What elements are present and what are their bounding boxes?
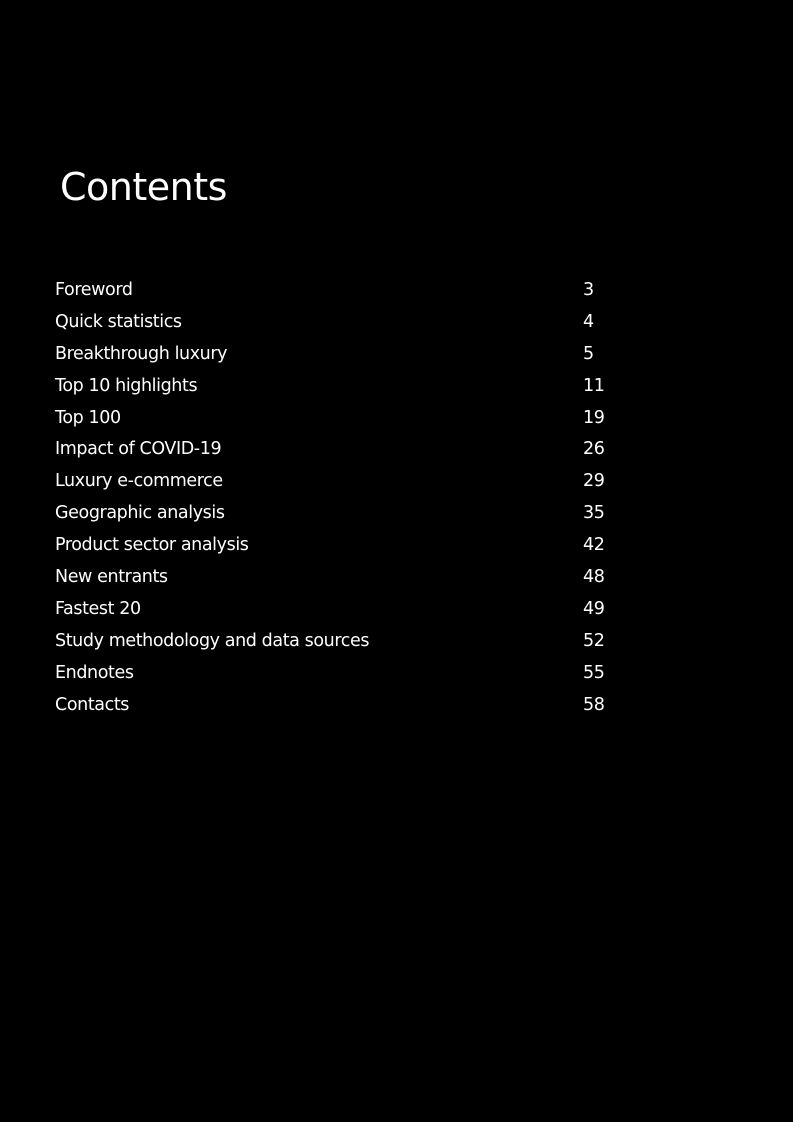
toc-entry-page-number: 5 (583, 343, 594, 364)
toc-entry[interactable] (55, 627, 615, 659)
toc-entry-label[interactable]: Impact of COVID-19 (55, 439, 222, 460)
toc-entry-page-number: 29 (583, 471, 605, 492)
toc-entry-label[interactable]: Breakthrough luxury (55, 343, 228, 364)
toc-entry-label[interactable]: Study methodology and data sources (55, 630, 370, 651)
table-of-contents (55, 276, 615, 722)
toc-entry-label[interactable]: Quick statistics (55, 311, 182, 332)
page-title: Contents (60, 165, 227, 209)
toc-entry-page-number: 19 (583, 407, 605, 428)
toc-entry[interactable] (55, 308, 615, 340)
toc-entry-page-number: 4 (583, 311, 594, 332)
toc-entry-page-number: 49 (583, 598, 605, 619)
toc-entry[interactable] (55, 404, 615, 436)
toc-entry-label[interactable]: Top 100 (55, 407, 121, 428)
toc-entry-page-number: 52 (583, 630, 605, 651)
toc-entry[interactable] (55, 499, 615, 531)
toc-entry-page-number: 48 (583, 567, 605, 588)
toc-entry-label[interactable]: Contacts (55, 694, 130, 715)
toc-entry[interactable] (55, 276, 615, 308)
toc-entry-label[interactable]: New entrants (55, 567, 168, 588)
toc-entry-label[interactable]: Geographic analysis (55, 503, 225, 524)
toc-entry-page-number: 55 (583, 662, 605, 683)
toc-entry[interactable] (55, 595, 615, 627)
toc-entry[interactable] (55, 340, 615, 372)
toc-entry-label[interactable]: Endnotes (55, 662, 134, 683)
toc-entry[interactable] (55, 467, 615, 499)
toc-entry[interactable] (55, 659, 615, 691)
toc-entry[interactable] (55, 435, 615, 467)
toc-entry-page-number: 42 (583, 535, 605, 556)
toc-entry-label[interactable]: Luxury e-commerce (55, 471, 223, 492)
toc-entry[interactable] (55, 531, 615, 563)
toc-entry-label[interactable]: Top 10 highlights (55, 375, 198, 396)
toc-entry[interactable] (55, 563, 615, 595)
toc-entry-page-number: 58 (583, 694, 605, 715)
toc-entry[interactable] (55, 372, 615, 404)
toc-entry-label[interactable]: Product sector analysis (55, 535, 249, 556)
toc-entry-page-number: 35 (583, 503, 605, 524)
toc-entry-label[interactable]: Fastest 20 (55, 598, 141, 619)
toc-entry-label[interactable]: Foreword (55, 280, 133, 300)
toc-entry-page-number: 3 (583, 280, 594, 300)
toc-entry-page-number: 11 (583, 375, 605, 396)
toc-entry-page-number: 26 (583, 439, 605, 460)
toc-entry[interactable] (55, 691, 615, 723)
